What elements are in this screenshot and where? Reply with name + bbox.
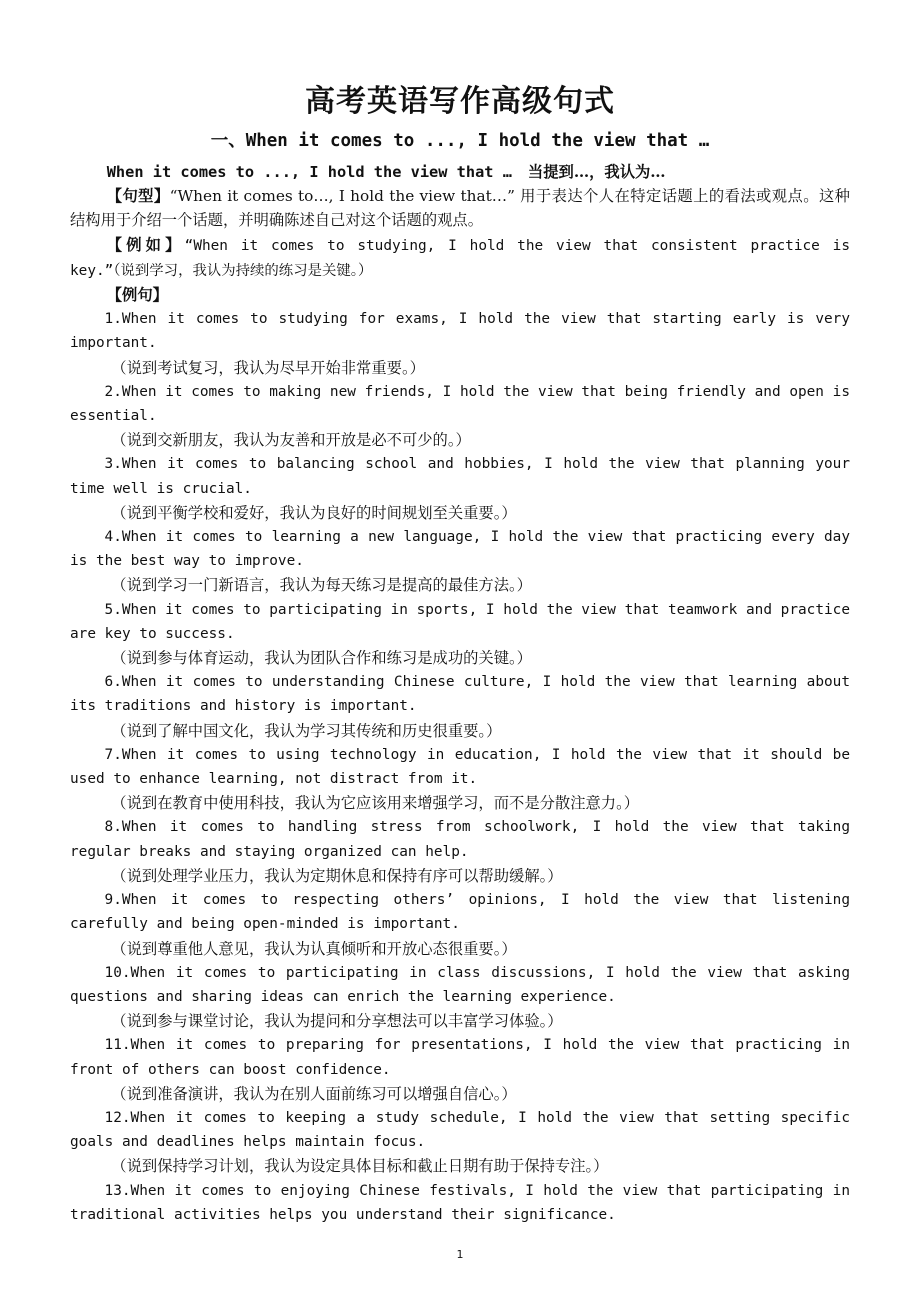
sentence-en: 13.When it comes to enjoying Chinese festivals, I hold the view that participating in traditional activities helps you understand their significance. (70, 1182, 850, 1223)
sentences-tag: 【例句】 (106, 286, 168, 305)
document-page (70, 70, 850, 1227)
sentence-en: 3.When it comes to balancing school and hobbies, I hold the view that planning your time well is crucial. (70, 456, 850, 497)
example-paragraph (70, 233, 850, 283)
sentence-en: 10.When it comes to participating in class discussions, I hold the view that asking questions and sharing ideas can enrich the learning experience. (70, 964, 850, 1005)
sentence-zh: （说到参与体育运动，我认为团队合作和练习是成功的关键。） (111, 649, 532, 668)
sentence-zh: （说到交新朋友，我认为友善和开放是必不可少的。） (111, 431, 471, 450)
sentence-en: 2.When it comes to making new friends, I hold the view that being friendly and open is essential. (70, 383, 850, 425)
structure-paragraph (70, 184, 850, 232)
sentence-zh: （说到在教育中使用科技，我认为它应该用来增强学习，而不是分散注意力。） (111, 794, 640, 813)
sentence-zh: （说到处理学业压力，我认为定期休息和保持有序可以帮助缓解。） (111, 866, 563, 885)
sentence-en: 12.When it comes to keeping a study schedule, I hold the view that setting specific goals and deadlines helps maintain focus. (70, 1109, 850, 1151)
page-title: 高考英语写作高级句式 (305, 84, 615, 119)
sentence-zh: （说到准备演讲，我认为在别人面前练习可以增强自信心。） (111, 1084, 517, 1103)
example-text: “When it comes to studying, I hold the view that consistent practice is key.”（说到学习，我认为持续的练习是关键。） (70, 237, 850, 279)
sentence-zh: （说到参与课堂讨论，我认为提问和分享想法可以丰富学习体验。） (111, 1012, 563, 1031)
sentence-zh: （说到学习一门新语言，我认为每天练习是提高的最佳方法。） (111, 576, 532, 595)
section-heading: 一、When it comes to ..., I hold the view that … (210, 131, 710, 151)
sentence-en: 6.When it comes to understanding Chinese culture, I hold the view that learning about its traditions and history is important. (70, 674, 850, 715)
sentence-en: 11.When it comes to preparing for presentations, I hold the view that practicing in front of others can boost confidence. (70, 1037, 850, 1078)
sentence-zh: （说到尊重他人意见，我认为认真倾听和开放心态很重要。） (111, 939, 517, 958)
page-number: 1 (456, 1248, 464, 1261)
sentence-en: 5.When it comes to participating in sports, I hold the view that teamwork and practice are key to success. (70, 601, 850, 642)
sentence-zh: （说到了解中国文化，我认为学习其传统和历史很重要。） (111, 721, 502, 740)
sentence-zh: （说到平衡学校和爱好，我认为良好的时间规划至关重要。） (111, 503, 517, 522)
sentences-tag-line (70, 283, 850, 307)
sentence-en: 1.When it comes to studying for exams, I hold the view that starting early is very important. (70, 311, 850, 352)
sentence-en: 4.When it comes to learning a new language, I hold the view that practicing every day is the best way to improve. (70, 529, 850, 570)
pattern-en: When it comes to ..., I hold the view that … (106, 163, 512, 181)
sentence-zh: （说到保持学习计划，我认为设定具体目标和截止日期有助于保持专注。） (111, 1157, 609, 1176)
sentence-en: 7.When it comes to using technology in education, I hold the view that it should be used to enhance learning, not distract from it. (70, 746, 850, 788)
example-tag: 【例如】 (106, 235, 185, 254)
structure-tag: 【句型】 (106, 187, 170, 206)
sentence-zh: （说到考试复习，我认为尽早开始非常重要。） (111, 358, 425, 377)
pattern-zh: 当提到…，我认为… (527, 163, 666, 181)
sentence-en: 8.When it comes to handling stress from schoolwork, I hold the view that taking regular breaks and staying organized can help. (70, 819, 850, 860)
structure-text: “When it comes to…, I hold the view that…” 用于表达个人在特定话题上的看法或观点。这种结构用于介绍一个话题，并明确陈述自己对这个话题的观点。 (70, 187, 850, 230)
pattern-line (70, 160, 850, 184)
sentence-en: 9.When it comes to respecting others’ opinions, I hold the view that listening carefully and being open-minded is important. (70, 892, 850, 933)
sentence-list (70, 307, 850, 1227)
